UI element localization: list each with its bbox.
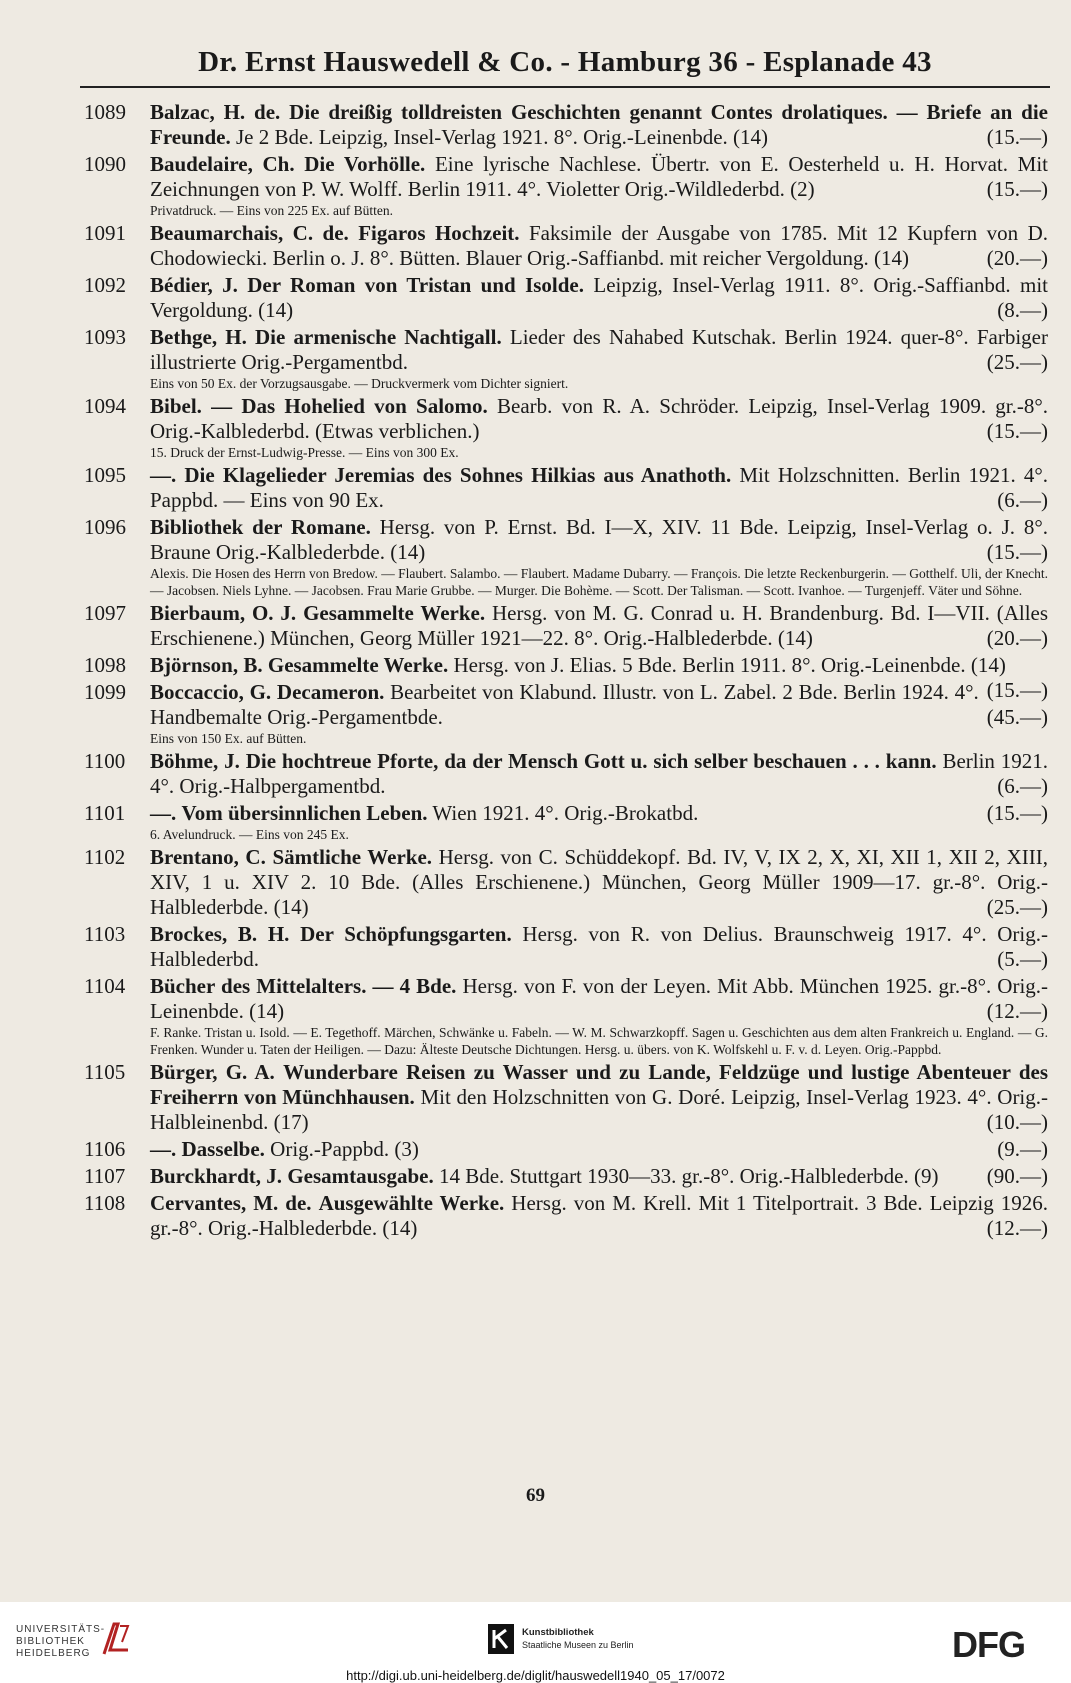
- catalog-entry: [84, 152, 1048, 219]
- entry-title: Dasselbe.: [181, 1137, 265, 1161]
- entry-details: Berlin 1921. 4°. Orig.-Halbpergamentbd.: [150, 749, 1049, 798]
- entry-price: (5.—): [997, 947, 1048, 971]
- entry-body: [150, 1164, 1048, 1189]
- entry-number: 1089: [84, 100, 126, 124]
- entry-details: Hersg. von M. Krell. Mit 1 Titelportrait. 3 Bde. Leipzig 1926. gr.-8°. Orig.-Halblederbde. (14): [150, 1191, 1049, 1240]
- catalog-entry: [84, 273, 1048, 323]
- kunstbibliothek-label: [522, 1626, 634, 1651]
- entry-price: (15.—): [986, 177, 1048, 201]
- entry-author: Brockes, B. H.: [150, 922, 290, 946]
- kb-sub: Staatliche Museen zu Berlin: [522, 1640, 634, 1650]
- catalog-entry: [84, 1137, 1048, 1162]
- entry-number: 1103: [84, 922, 126, 946]
- entry-title: Decameron.: [276, 680, 385, 704]
- entry-title: Die Klagelieder Jeremias des Sohnes Hilkias aus Anathoth.: [184, 463, 732, 487]
- entry-body: [150, 601, 1048, 651]
- entry-price: (15.—): [986, 125, 1048, 149]
- entry-details: Leipzig, Insel-Verlag 1911. 8°. Orig.-Saffianbd. mit Vergoldung. (14): [150, 273, 1049, 322]
- catalog-entry: [84, 463, 1048, 513]
- entry-body: [150, 325, 1048, 375]
- entry-number: 1094: [84, 394, 126, 418]
- entry-author: —.: [150, 1137, 177, 1161]
- entry-author: Bibel.: [150, 394, 202, 418]
- catalog-entry: [84, 974, 1048, 1058]
- entry-author: Bibliothek der Romane.: [150, 515, 371, 539]
- kunstbibliothek-logo-icon: [488, 1624, 514, 1654]
- entry-author: Bethge, H.: [150, 325, 247, 349]
- entry-author: Boccaccio, G.: [150, 680, 272, 704]
- entry-price: (6.—): [997, 774, 1048, 798]
- entry-number: 1105: [84, 1060, 126, 1084]
- entry-title: Der Schöpfungsgarten.: [300, 922, 512, 946]
- entry-details: Hersg. von M. G. Conrad u. H. Brandenburg. Bd. I—VII. (Alles Erschienene.) München, Georg Müller 1921—22. 8°. Orig.-Halblederbde. (14): [150, 601, 1049, 650]
- entry-number: 1102: [84, 845, 126, 869]
- entry-price: (12.—): [986, 999, 1048, 1023]
- entry-body: [150, 974, 1048, 1024]
- entry-author: Bücher des Mittelalters.: [150, 974, 367, 998]
- entry-body: [150, 273, 1048, 323]
- catalog-entry: [84, 1060, 1048, 1135]
- entry-title: — 4 Bde.: [372, 974, 457, 998]
- catalog-entry: [84, 749, 1048, 799]
- entry-author: Baudelaire, Ch.: [150, 152, 295, 176]
- catalog-entry: [84, 801, 1048, 843]
- entry-note: Eins von 150 Ex. auf Bütten.: [150, 731, 307, 746]
- entry-price: (15.—): [986, 678, 1048, 702]
- entry-title: Die dreißig tolldreisten Geschichten genannt Contes drolatiques. — Briefe an die Freunde.: [150, 100, 1048, 149]
- catalog-entries: [84, 100, 1048, 1241]
- entry-note: 6. Avelundruck. — Eins von 245 Ex.: [150, 827, 349, 842]
- entry-body: [150, 463, 1048, 513]
- entry-body: [150, 801, 1048, 826]
- entry-note: Alexis. Die Hosen des Herrn von Bredow. — Flaubert. Salambo. — Flaubert. Madame Dubarry. — François. Die letzte Reckenburgerin. — Gotthelf. Uli, der Knecht. — Jacobsen. Niels Lyhne. — Jacobsen. Frau Marie Grubbe. — Murger. Die Bohème. — Scott. Der Talisman. — Scott. Ivanhoe. — Turgenjeff. Väter und Söhne.: [150, 566, 1048, 598]
- entry-number: 1098: [84, 653, 126, 677]
- entry-author: Böhme, J.: [150, 749, 240, 773]
- entry-price: (15.—): [986, 419, 1048, 443]
- entry-title: Figaros Hochzeit.: [358, 221, 520, 245]
- entry-author: Cervantes, M. de.: [150, 1191, 312, 1215]
- entry-details: Hersg. von P. Ernst. Bd. I—X, XIV. 11 Bde. Leipzig, Insel-Verlag o. J. 8°. Braune Orig.-Kalblederbde. (14): [150, 515, 1049, 564]
- entry-price: (10.—): [986, 1110, 1048, 1134]
- catalog-entry: [84, 1191, 1048, 1241]
- university-line-2: BIBLIOTHEK: [16, 1636, 85, 1647]
- entry-details: Bearbeitet von Klabund. Illustr. von L. Zabel. 2 Bde. Berlin 1924. 4°. Handbemalte Orig.-Pergamentbde.: [150, 680, 979, 729]
- entry-price: (8.—): [997, 298, 1048, 322]
- entry-body: [150, 221, 1048, 271]
- entry-title: Gesammelte Werke.: [267, 653, 449, 677]
- entry-details: Mit den Holzschnitten von G. Doré. Leipzig, Insel-Verlag 1923. 4°. Orig.-Halbleinenbd. (17): [150, 1085, 1049, 1134]
- entry-price: (15.—): [986, 801, 1048, 825]
- entry-body: [150, 394, 1048, 444]
- entry-title: Der Roman von Tristan und Isolde.: [247, 273, 585, 297]
- page-number: 69: [526, 1485, 545, 1506]
- entry-author: Björnson, B.: [150, 653, 263, 677]
- kb-name: Kunstbibliothek: [522, 1627, 594, 1638]
- entry-title: Die hochtreue Pforte, da der Mensch Gott u. sich selber beschauen . . . kann.: [245, 749, 937, 773]
- entry-title: Die armenische Nachtigall.: [255, 325, 502, 349]
- entry-note: Privatdruck. — Eins von 225 Ex. auf Bütten.: [150, 203, 393, 218]
- university-library-label: [16, 1624, 105, 1660]
- entry-price: (20.—): [986, 626, 1048, 650]
- entry-author: Bürger, G. A.: [150, 1060, 275, 1084]
- footer: [0, 1602, 1071, 1683]
- entry-details: Hersg. von R. von Delius. Braunschweig 1917. 4°. Orig.-Halblederbd.: [150, 922, 1049, 971]
- entry-body: [150, 1191, 1048, 1241]
- catalog-entry: [84, 845, 1048, 920]
- catalog-entry: [84, 325, 1048, 392]
- entry-note: 15. Druck der Ernst-Ludwig-Presse. — Eins von 300 Ex.: [150, 445, 459, 460]
- catalog-entry: [84, 601, 1048, 651]
- entry-price: (12.—): [986, 1216, 1048, 1240]
- entry-body: [150, 1137, 1048, 1162]
- entry-details: Hersg. von F. von der Leyen. Mit Abb. München 1925. gr.-8°. Orig.-Leinenbde. (14): [150, 974, 1049, 1023]
- entry-number: 1091: [84, 221, 126, 245]
- entry-author: Burckhardt, J.: [150, 1164, 283, 1188]
- university-line-3: HEIDELBERG: [16, 1648, 91, 1659]
- entry-author: Bédier, J.: [150, 273, 238, 297]
- entry-body: [150, 1060, 1048, 1135]
- entry-number: 1093: [84, 325, 126, 349]
- entry-title: Gesamtausgabe.: [287, 1164, 434, 1188]
- catalog-entry: [84, 394, 1048, 461]
- entry-title: Sämtliche Werke.: [272, 845, 433, 869]
- entry-number: 1100: [84, 749, 126, 773]
- entry-number: 1108: [84, 1191, 126, 1215]
- entry-number: 1095: [84, 463, 126, 487]
- entry-body: [150, 515, 1048, 565]
- entry-title: Vom übersinnlichen Leben.: [181, 801, 428, 825]
- entry-author: —.: [150, 463, 177, 487]
- catalog-entry: [84, 680, 1048, 747]
- entry-title: — Das Hohelied von Salomo.: [211, 394, 488, 418]
- entry-body: [150, 680, 1048, 730]
- entry-title: Wunderbare Reisen zu Wasser und zu Lande, Feldzüge und lustige Abenteuer des Freiherrn von Münchhausen.: [150, 1060, 1049, 1109]
- entry-note: F. Ranke. Tristan u. Isold. — E. Tegethoff. Märchen, Schwänke u. Fabeln. — W. M. Schwarzkopff. Sagen u. Geschichten aus dem alten Frankreich u. England. — G. Frenken. Wunder u. Taten der Heiligen. — Dazu: Älteste Deutsche Dichtungen. Hersg. u. übers. von K. Wolfskehl u. F. v. d. Leyen. Orig.-Pappbd.: [150, 1025, 1048, 1057]
- source-url[interactable]: http://digi.ub.uni-heidelberg.de/diglit/hauswedell1940_05_17/0072: [346, 1668, 725, 1683]
- header-rule: [80, 86, 1050, 88]
- entry-price: (25.—): [986, 350, 1048, 374]
- dfg-logo: DFG: [952, 1624, 1025, 1665]
- entry-price: (6.—): [997, 488, 1048, 512]
- entry-number: 1097: [84, 601, 126, 625]
- entry-details: Mit Holzschnitten. Berlin 1921. 4°. Pappbd. — Eins von 90 Ex.: [150, 463, 1049, 512]
- entry-details: Faksimile der Ausgabe von 1785. Mit 12 Kupfern von D. Chodowiecki. Berlin o. J. 8°. Bütten. Blauer Orig.-Saffianbd. mit reicher Vergoldung. (14): [150, 221, 1048, 270]
- university-line-1: UNIVERSITÄTS-: [16, 1624, 106, 1635]
- entry-number: 1090: [84, 152, 126, 176]
- catalog-entry: [84, 515, 1048, 599]
- entry-title: Die Vorhölle.: [304, 152, 426, 176]
- entry-details: Hersg. von C. Schüddekopf. Bd. IV, V, IX 2, X, XI, XII 1, XII 2, XIII, XIV, 1 u. XIV 2. 10 Bde. (Alles Erschienene.) München, Georg Müller 1909—17. gr.-8°. Orig.-Halblederbde. (14): [150, 845, 1049, 919]
- entry-number: 1096: [84, 515, 126, 539]
- entry-title: Ausgewählte Werke.: [318, 1191, 505, 1215]
- entry-price: (20.—): [986, 246, 1048, 270]
- entry-details: Hersg. von J. Elias. 5 Bde. Berlin 1911. 8°. Orig.-Leinenbde. (14): [453, 653, 1006, 677]
- entry-number: 1106: [84, 1137, 126, 1161]
- entry-author: Bierbaum, O. J.: [150, 601, 297, 625]
- entry-price: (90.—): [986, 1164, 1048, 1188]
- entry-details: Eine lyrische Nachlese. Übertr. von E. Oesterheld u. H. Horvat. Mit Zeichnungen von P. W. Wolff. Berlin 1911. 4°. Violetter Orig.-Wildlederbd. (2): [150, 152, 1048, 201]
- entry-body: [150, 100, 1048, 150]
- entry-number: 1101: [84, 801, 126, 825]
- entry-author: —.: [150, 801, 177, 825]
- catalog-entry: [84, 1164, 1048, 1189]
- entry-body: [150, 922, 1048, 972]
- entry-price: (9.—): [997, 1137, 1048, 1161]
- entry-author: Balzac, H. de.: [150, 100, 281, 124]
- entry-number: 1107: [84, 1164, 126, 1188]
- catalog-entry: [84, 100, 1048, 150]
- entry-details: Orig.-Pappbd. (3): [270, 1137, 419, 1161]
- entry-details: Bearb. von R. A. Schröder. Leipzig, Insel-Verlag 1909. gr.-8°. Orig.-Kalblederbd. (Etwas verblichen.): [150, 394, 1049, 443]
- entry-details: Wien 1921. 4°. Orig.-Brokatbd.: [432, 801, 699, 825]
- entry-details: Lieder des Nahabed Kutschak. Berlin 1924. quer-8°. Farbiger illustrierte Orig.-Pergamentbd.: [150, 325, 1048, 374]
- entry-price: (45.—): [986, 705, 1048, 729]
- entry-note: Eins von 50 Ex. der Vorzugsausgabe. — Druckvermerk vom Dichter signiert.: [150, 376, 569, 391]
- entry-body: [150, 152, 1048, 202]
- entry-author: Brentano, C.: [150, 845, 266, 869]
- entry-details: Je 2 Bde. Leipzig, Insel-Verlag 1921. 8°. Orig.-Leinenbde. (14): [235, 125, 769, 149]
- entry-body: [150, 845, 1048, 920]
- page-header: Dr. Ernst Hauswedell & Co. - Hamburg 36 - Esplanade 43: [198, 46, 932, 78]
- university-logo-icon: [100, 1620, 132, 1658]
- catalog-entry: [84, 922, 1048, 972]
- entry-title: Gesammelte Werke.: [303, 601, 486, 625]
- entry-body: [150, 749, 1048, 799]
- entry-price: (15.—): [986, 540, 1048, 564]
- catalog-entry: [84, 221, 1048, 271]
- entry-number: 1104: [84, 974, 126, 998]
- entry-price: (25.—): [986, 895, 1048, 919]
- entry-details: 14 Bde. Stuttgart 1930—33. gr.-8°. Orig.-Halblederbde. (9): [438, 1164, 939, 1188]
- entry-number: 1092: [84, 273, 126, 297]
- entry-number: 1099: [84, 680, 126, 704]
- entry-author: Beaumarchais, C. de.: [150, 221, 349, 245]
